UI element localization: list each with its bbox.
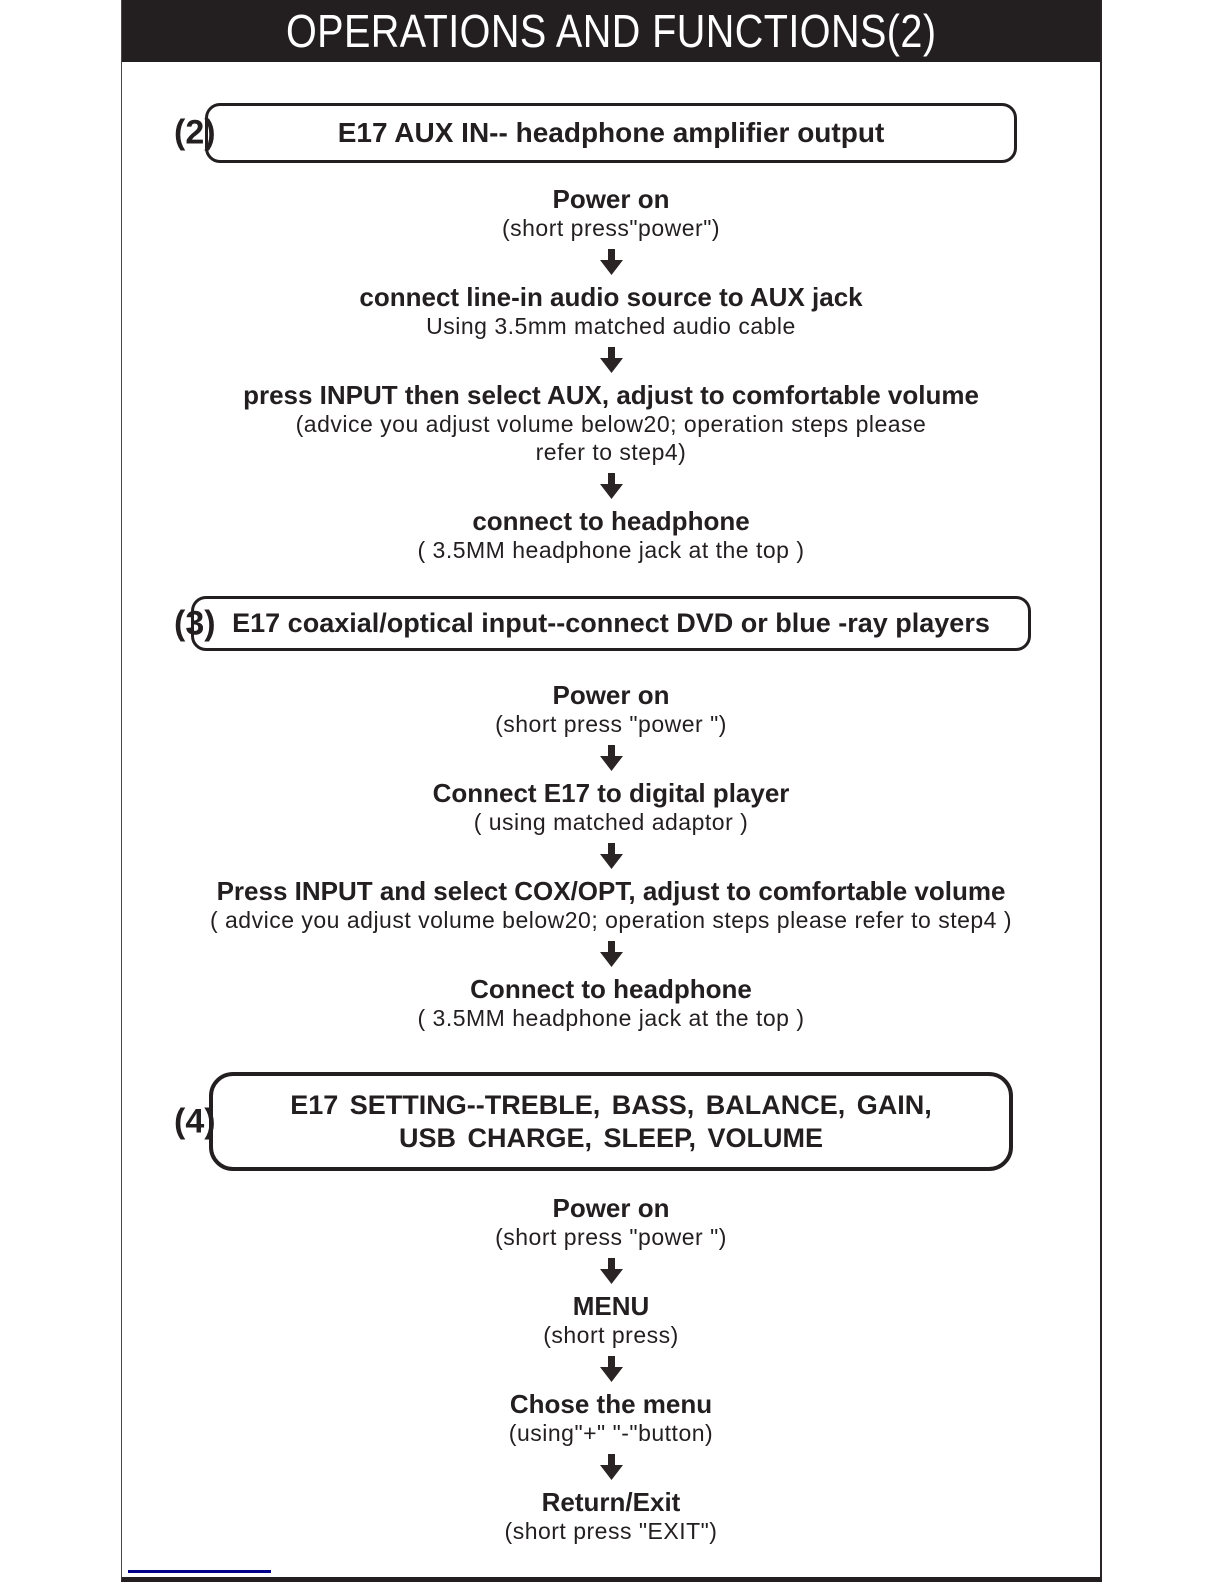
step-title: Power on xyxy=(552,1193,670,1223)
section-3-flow xyxy=(122,680,1100,1032)
footer-underline xyxy=(128,1570,271,1573)
step-note: refer to step4) xyxy=(535,439,687,465)
down-arrow-icon xyxy=(600,745,623,771)
step-note: (short press "power ") xyxy=(495,1224,727,1250)
flow-step xyxy=(359,282,862,340)
section-4-label: (4) xyxy=(174,1102,216,1140)
step-note: (short press"power") xyxy=(501,215,721,241)
section-4 xyxy=(122,1072,1100,1545)
section-4-heading-box xyxy=(209,1072,1013,1171)
step-note: (using"+" "-"button) xyxy=(508,1420,714,1446)
flow-step xyxy=(502,184,720,242)
step-title: press INPUT then select AUX, adjust to comfortable volume xyxy=(243,380,979,410)
section-3-label: (3) xyxy=(174,604,216,642)
step-title: connect to headphone xyxy=(472,506,750,536)
step-note: ( using matched adaptor ) xyxy=(473,809,749,835)
down-arrow-icon xyxy=(600,473,623,499)
flow-step xyxy=(243,380,979,466)
step-title: MENU xyxy=(572,1291,650,1321)
down-arrow-icon xyxy=(600,941,623,967)
step-title: Connect to headphone xyxy=(470,974,752,1004)
step-note: (short press) xyxy=(543,1322,679,1348)
section-2-heading-box xyxy=(205,103,1017,163)
flow-step xyxy=(433,778,790,836)
step-title: Press INPUT and select COX/OPT, adjust to comfortable volume xyxy=(216,876,1006,906)
flow-step xyxy=(505,1487,718,1545)
step-title: connect line-in audio source to AUX jack xyxy=(359,282,863,312)
section-4-flow xyxy=(122,1193,1100,1545)
flow-step xyxy=(543,1291,679,1349)
section-4-heading-line-1: E17 SETTING--TREBLE, BASS, BALANCE, GAIN, xyxy=(290,1089,932,1120)
step-note: ( advice you adjust volume below20; operation steps please refer to step4 ) xyxy=(209,907,1013,933)
step-title: Connect E17 to digital player xyxy=(432,778,790,808)
section-3-heading-box xyxy=(191,596,1031,651)
section-3 xyxy=(122,596,1100,1032)
step-title: Chose the menu xyxy=(509,1389,713,1419)
down-arrow-icon xyxy=(600,843,623,869)
flow-step xyxy=(495,680,727,738)
step-note: ( 3.5MM headphone jack at the top ) xyxy=(417,537,805,563)
page-title: OPERATIONS AND FUNCTIONS(2) xyxy=(285,5,937,57)
down-arrow-icon xyxy=(600,1454,623,1480)
section-2-label: (2) xyxy=(174,113,216,152)
down-arrow-icon xyxy=(600,249,623,275)
flow-step xyxy=(210,876,1012,934)
step-note: (short press "EXIT") xyxy=(504,1518,718,1544)
step-title: Power on xyxy=(552,184,670,214)
page-border-frame xyxy=(121,0,1102,1582)
flow-step xyxy=(495,1193,727,1251)
step-note: ( 3.5MM headphone jack at the top ) xyxy=(417,1005,805,1031)
down-arrow-icon xyxy=(600,1356,623,1382)
section-2-flow xyxy=(122,184,1100,564)
down-arrow-icon xyxy=(600,347,623,373)
page-header xyxy=(122,0,1100,62)
section-2-heading-row xyxy=(122,103,1100,163)
step-note: (advice you adjust volume below20; operation steps please xyxy=(295,411,927,437)
section-3-heading-text: E17 coaxial/optical input--connect DVD or blue -ray players xyxy=(232,608,990,638)
step-note: (short press "power ") xyxy=(495,711,727,737)
flow-step xyxy=(418,506,805,564)
flow-step xyxy=(509,1389,713,1447)
section-2 xyxy=(122,103,1100,564)
down-arrow-icon xyxy=(600,1258,623,1284)
section-4-heading-line-2: USB CHARGE, SLEEP, VOLUME xyxy=(398,1122,824,1153)
step-note: Using 3.5mm matched audio cable xyxy=(426,313,796,339)
step-title: Return/Exit xyxy=(541,1487,681,1517)
section-4-heading-row xyxy=(122,1072,1100,1171)
section-3-heading-row xyxy=(122,596,1100,651)
step-title: Power on xyxy=(552,680,670,710)
flow-step xyxy=(418,974,805,1032)
section-2-heading-text: E17 AUX IN-- headphone amplifier output xyxy=(337,117,885,148)
